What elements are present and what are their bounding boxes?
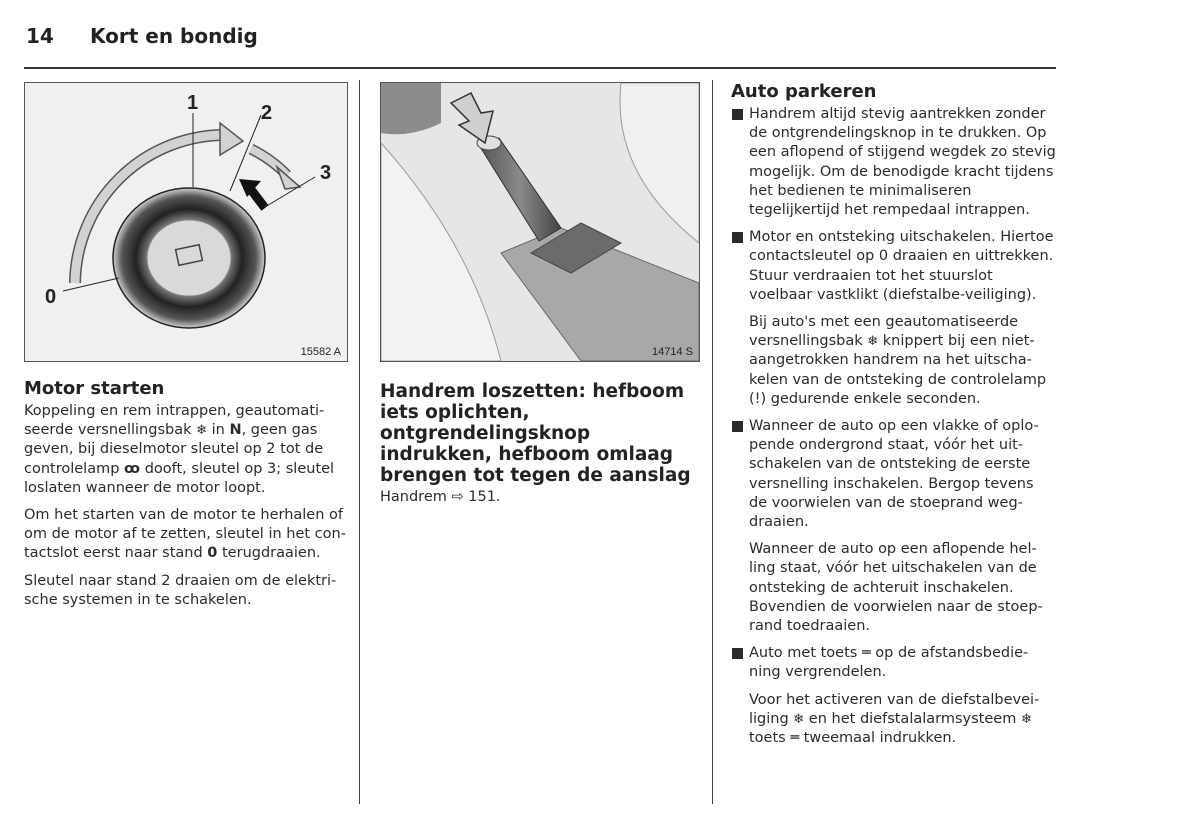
alarm-system-icon: ❄ [1020,711,1032,727]
paragraph: Om het starten van de motor te herhalen of om de motor af te zetten, sleutel in het con-tactslot eerst naar stand 0 terugdraaien. [24,507,346,562]
bullet-square-icon [732,421,743,432]
column-divider-2 [712,80,713,804]
cross-reference: Handrem ⇨ 151. [380,489,501,505]
page-reference-arrow-icon: ⇨ [451,489,464,505]
column-motor-starten [24,378,346,618]
page-number: 14 [26,24,54,48]
handbrake-illustration [381,83,699,361]
position-label-2: 2 [261,102,273,124]
bullet-square-icon [732,109,743,120]
column-handrem [380,381,700,515]
ignition-switch-illustration [25,83,347,361]
list-item: Handrem altijd stevig aantrekken zonder de ontgrendelingsknop in te drukken. Op een aflopend of stijgend wegdek zo stevig mogelijk. Om de benodigde kracht tijdens het bedienen te minimaliseren tegelijkertijd het rempedaal intrappen. [731,105,1056,220]
list-item: Wanneer de auto op een vlakke of oplo-pende ondergrond staat, vóór het uit-schakelen van de ontsteking de eerste versnelling inschakelen. Bergop tevens de voorwielen van de stoeprand weg-draaien. [731,417,1056,532]
paragraph: Sleutel naar stand 2 draaien om de elektri-sche systemen in te schakelen. [24,572,337,608]
automated-gearbox-icon: ❄ [867,334,879,350]
header-rule [24,67,1056,69]
section-title-motor-starten: Motor starten [24,378,165,399]
position-label-3: 3 [320,162,332,184]
list-item-note: Voor het activeren van de diefstalbevei-liging ❄ en het diefstalalarmsysteem ❄ toets ═ tweemaal indrukken. [749,691,1040,747]
figure-id-label: 14714 S [652,346,693,358]
glow-plug-icon: ꝏ [124,460,141,477]
list-item-note: Wanneer de auto op een aflopende hel-ling staat, vóór het uitschakelen van de ontsteking de achteruit inschakelen. Bovendien de voorwielen naar de stoep-rand toedraaien. [749,541,1043,635]
list-item: Auto met toets ═ op de afstandsbedie-ning vergrendelen. [731,644,1056,682]
position-label-1: 1 [187,92,199,114]
anti-theft-icon: ❄ [793,711,805,727]
paragraph: Koppeling en rem intrappen, geautomati-seerde versnellingsbak ❄ in N, geen gas geven, bij dieselmotor sleutel op 2 tot de controlelamp ꝏ dooft, sleutel op 3; sleutel loslaten wanneer de motor loopt. [24,403,335,496]
position-label-0: 0 [45,286,57,308]
section-title-handrem: Handrem loszetten: hefboom iets oplichten, ontgrendelingsknop indrukken, hefboom omlaag brengen tot tegen de aanslag [380,381,691,486]
bullet-square-icon [732,232,743,243]
lock-key-icon: ═ [790,730,800,747]
brake-warning-lamp-icon: (!) [749,390,767,407]
lock-key-icon: ═ [861,645,871,662]
ignition-switch-figure [24,82,348,362]
handbrake-figure [380,82,700,362]
list-item-note: Bij auto's met een geautomatiseerde versnellingsbak ❄ knippert bij een niet-aangetrokken handrem na het uitscha-kelen van de ontsteking de controlelamp (!) gedurende enkele seconden. [749,314,1047,407]
column-divider-1 [359,80,360,804]
automated-gearbox-icon: ❄ [196,423,208,439]
bullet-square-icon [732,648,743,659]
chapter-title: Kort en bondig [90,24,258,48]
list-item: Motor en ontsteking uitschakelen. Hiertoe contactsleutel op 0 draaien en uittrekken. Stuur verdraaien tot het stuurslot voelbaar vastklikt (diefstalbe-veiliging). [731,228,1056,305]
figure-id-label: 15582 A [300,346,341,358]
column-auto-parkeren [731,81,1056,756]
section-title-auto-parkeren: Auto parkeren [731,81,877,102]
